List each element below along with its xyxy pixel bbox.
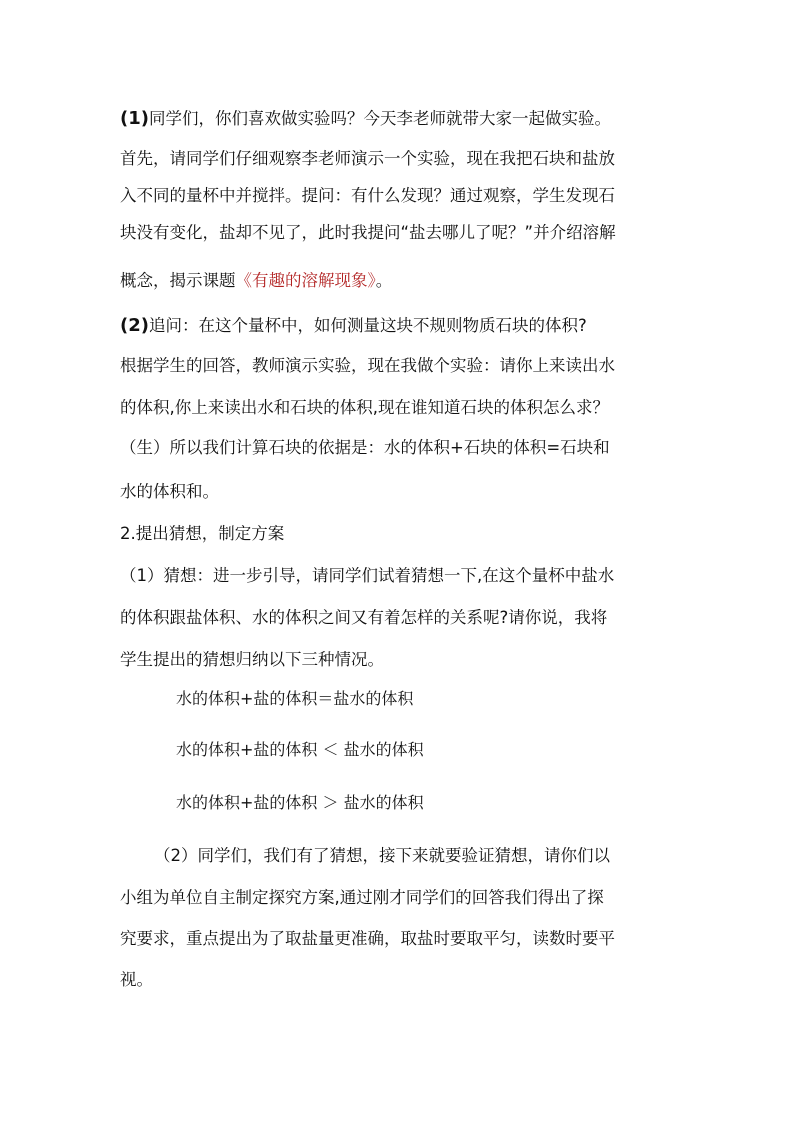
s2-line-1: （1）猜想：进一步引导，请同学们试着猜想一下,在这个量杯中盐水 <box>120 566 615 585</box>
p2-line-2: 根据学生的回答，教师演示实验，现在我做个实验：请你上来读出水 <box>120 356 615 375</box>
p1-line-3: 入不同的量杯中并搅拌。提问：有什么发现？通过观察，学生发现石 <box>120 186 615 205</box>
p2-line-3: 的体积,你上来读出水和石块的体积,现在谁知道石块的体积怎么求？ <box>120 398 609 417</box>
p2-marker: (2) <box>120 315 149 336</box>
p3-line-4: 视。 <box>120 970 153 989</box>
p1-line-1: (1)同学们，你们喜欢做实验吗？今天李老师就带大家一起做实验。 <box>120 108 611 129</box>
p1-marker: (1) <box>120 108 149 129</box>
s2-line-3: 学生提出的猜想归纳以下三种情况。 <box>120 650 384 669</box>
p1-line-2: 首先，请同学们仔细观察李老师演示一个实验，现在我把石块和盐放 <box>120 149 615 168</box>
s2-line-2: 的体积跟盐体积、水的体积之间又有着怎样的关系呢?请你说，我将 <box>120 608 608 627</box>
p2-line-4: （生）所以我们计算石块的依据是：水的体积+石块的体积=石块和 <box>120 438 610 457</box>
p2-line-5: 水的体积和。 <box>120 482 219 501</box>
formula-equal: 水的体积+盐的体积＝盐水的体积 <box>176 689 414 708</box>
p1-line-4: 块没有变化，盐却不见了，此时我提问“盐去哪儿了呢？”并介绍溶解 <box>120 223 616 242</box>
p3-line-3: 究要求，重点提出为了取盐量更准确，取盐时要取平匀，读数时要平 <box>120 929 615 948</box>
p2-line-1: (2)追问：在这个量杯中，如何测量这块不规则物质石块的体积? <box>120 315 587 336</box>
section-2-heading: 2.提出猜想，制定方案 <box>120 524 285 543</box>
lesson-title: 《有趣的溶解现象》 <box>235 271 376 290</box>
formula-less-than: 水的体积+盐的体积 ＜ 盐水的体积 <box>176 740 424 759</box>
p1-line-5: 概念，揭示课题《有趣的溶解现象》。 <box>120 271 393 290</box>
p3-line-2: 小组为单位自主制定探究方案,通过刚才同学们的回答我们得出了探 <box>120 888 604 907</box>
formula-greater-than: 水的体积+盐的体积 ＞ 盐水的体积 <box>176 793 424 812</box>
p3-line-1: （2）同学们，我们有了猜想，接下来就要验证猜想，请你们以 <box>154 846 610 865</box>
